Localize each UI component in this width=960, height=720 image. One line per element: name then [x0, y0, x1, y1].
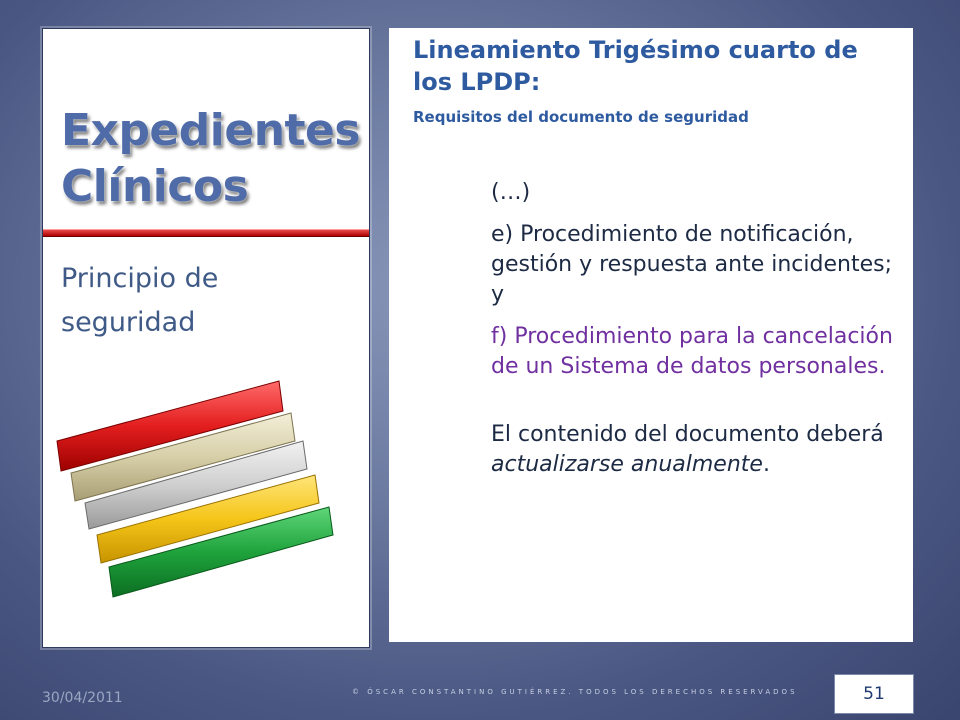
closing-italic: actualizarse anualmente	[491, 452, 763, 477]
title-line-1: Expedientes	[61, 105, 361, 156]
footer-copyright: © ÓSCAR CONSTANTINO GUTIÉRREZ. TODOS LOS DERECHOS RESERVADOS	[352, 688, 798, 696]
content-subheading: Requisitos del documento de seguridad	[413, 108, 749, 126]
content-body	[491, 178, 901, 492]
title-line-2: Clínicos	[61, 161, 249, 212]
left-panel	[42, 28, 370, 648]
footer-date: 30/04/2011	[42, 690, 123, 706]
stacked-bars-graphic	[43, 369, 369, 649]
content-heading: Lineamiento Trigésimo cuarto de los LPDP:	[413, 36, 858, 96]
closing-text: El contenido del documento deberá	[491, 422, 884, 447]
page-number: 51	[834, 674, 914, 714]
ellipsis-text: (…)	[491, 180, 531, 205]
slide-title	[61, 103, 361, 215]
closing-end: .	[762, 452, 770, 477]
item-f-text: Procedimiento para la cancelación de un Sistema de datos personales.	[491, 324, 893, 379]
item-f-prefix: f)	[491, 324, 508, 349]
title-divider	[43, 229, 369, 237]
closing-paragraph	[491, 420, 901, 480]
slide-subtitle: Principio de seguridad	[61, 263, 219, 338]
item-e-prefix: e)	[491, 222, 514, 247]
item-f	[491, 322, 901, 382]
item-e-text: Procedimiento de notificación, gestión y respuesta ante incidentes; y	[491, 222, 892, 307]
content-panel	[389, 28, 913, 642]
item-e	[491, 220, 901, 310]
